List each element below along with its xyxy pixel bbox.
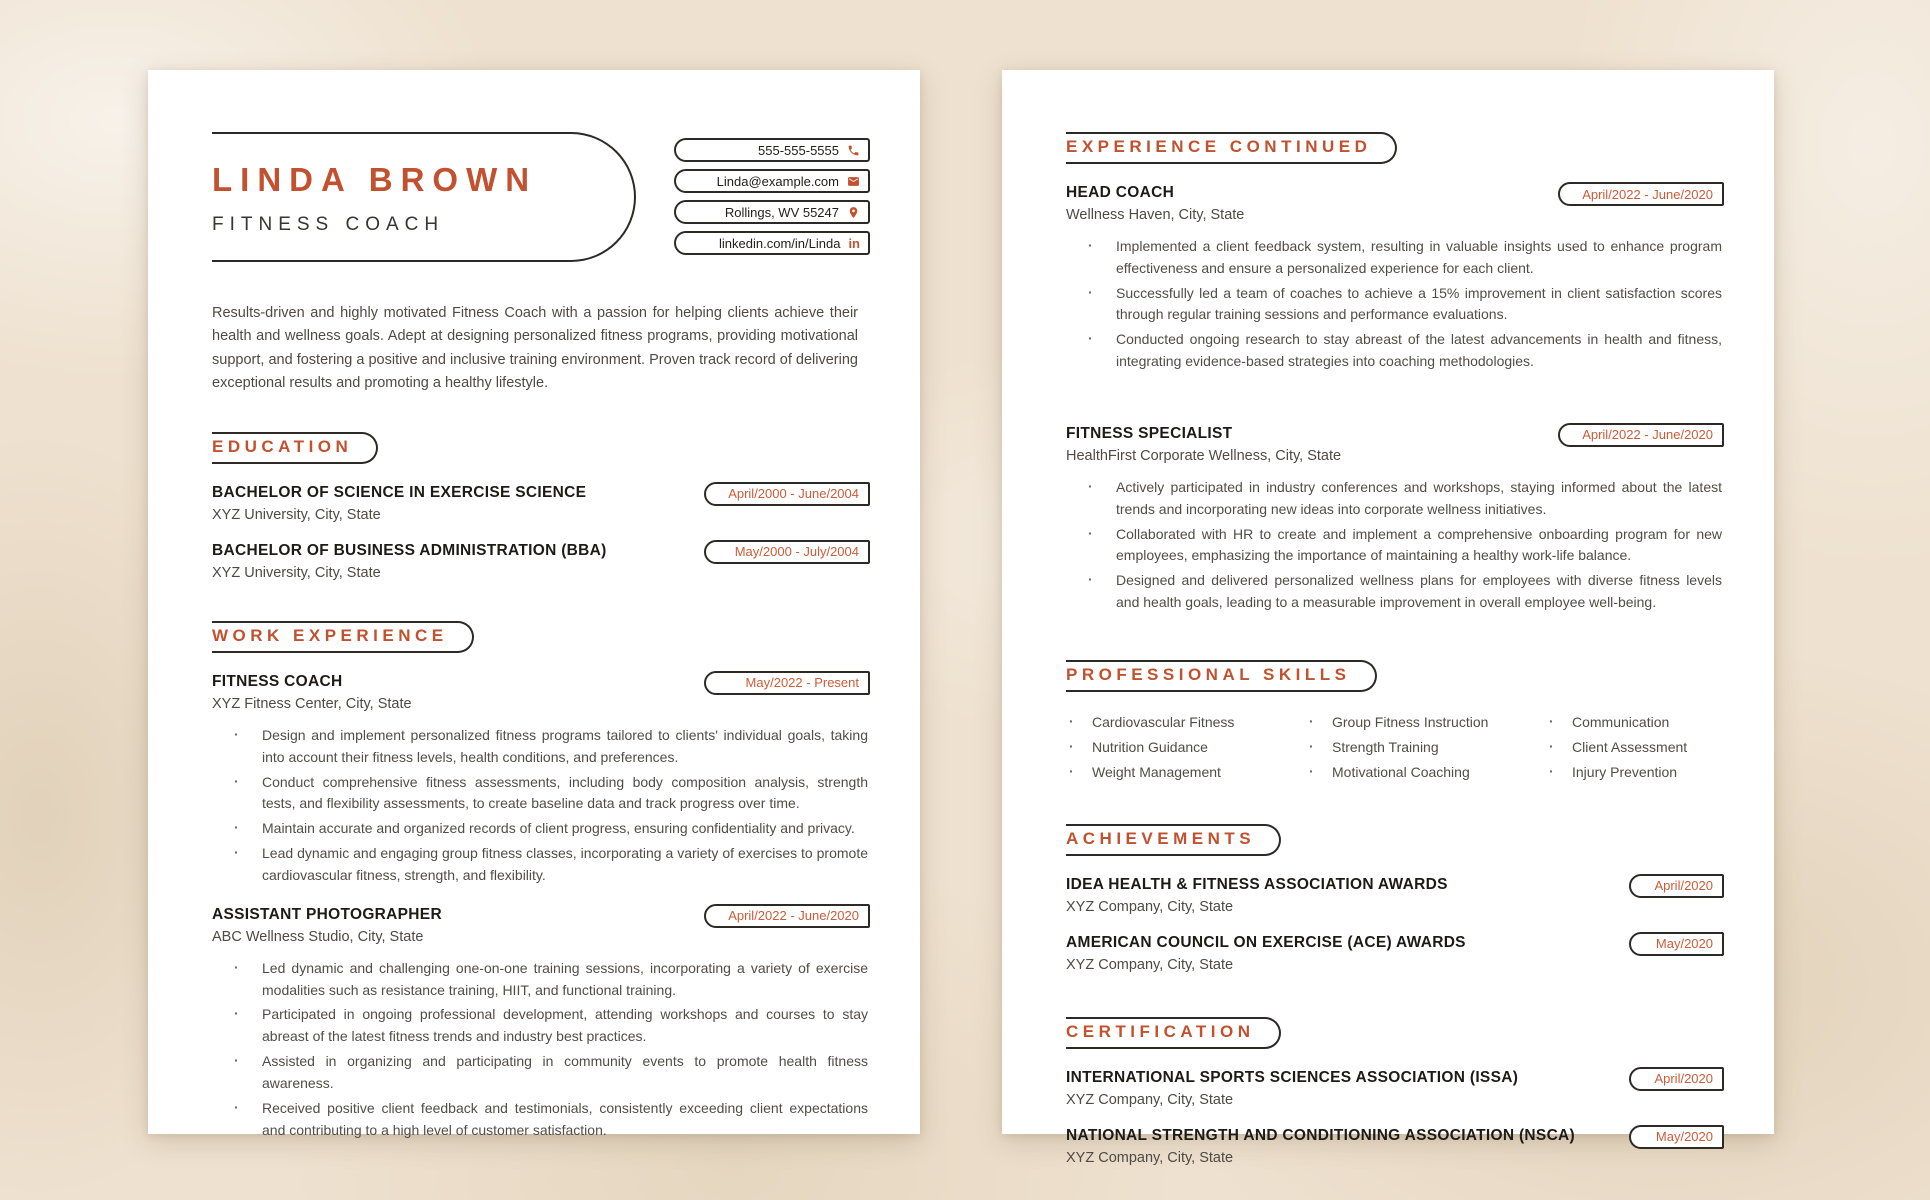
skill-item: · Injury Prevention [1546, 764, 1724, 780]
section-work-experience [212, 621, 870, 1141]
phone-icon [847, 144, 860, 157]
contact-phone [674, 138, 870, 162]
skills-column [1546, 714, 1724, 780]
date-text: May/2020 [1655, 1129, 1713, 1145]
school-name: XYZ University, City, State [212, 564, 381, 581]
section-professional-skills [1066, 660, 1724, 780]
job-company: HealthFirst Corporate Wellness, City, State [1066, 447, 1342, 464]
skills-column [1306, 714, 1546, 780]
job-title: FITNESS COACH [212, 672, 343, 690]
certification-org: XYZ Company, City, State [1066, 1149, 1234, 1166]
date-text: May/2020 [1655, 936, 1713, 952]
job-company: XYZ Fitness Center, City, State [212, 695, 412, 712]
work-entry [1066, 184, 1724, 373]
bullet-item: · Implemented a client feedback system, resulting in valuable insights used to enhance program effectiveness and ensure a personalized experience for each client. [1066, 236, 1722, 280]
experience-continued-heading: EXPERIENCE CONTINUED [1066, 132, 1397, 164]
certification-org: XYZ Company, City, State [1066, 1091, 1234, 1108]
resume-page-1 [148, 70, 920, 1138]
bullet-list [212, 725, 870, 887]
achievement-entry [1066, 934, 1724, 973]
phone-number: 555-555-5555 [758, 142, 839, 158]
education-entry [212, 542, 870, 581]
bullet-item: · Designed and delivered personalized wellness plans for employees with diverse fitness levels and health goals, leading to a measurable improvement in overall employee well-being. [1066, 570, 1722, 614]
bullet-item: · Conduct comprehensive fitness assessments, including body composition analysis, strength tests, and flexibility assessments, to create baseline data and track progress over time. [212, 772, 868, 816]
skills-column [1066, 714, 1306, 780]
certification-title: NATIONAL STRENGTH AND CONDITIONING ASSOCIATION (NSCA) [1066, 1126, 1576, 1144]
work-entry [212, 906, 870, 1142]
date-pill [1558, 423, 1724, 447]
email-icon [847, 175, 860, 188]
contact-linkedin[interactable] [674, 231, 870, 255]
education-heading: EDUCATION [212, 432, 378, 464]
job-title: FITNESS SPECIALIST [1066, 424, 1233, 442]
date-pill [704, 482, 870, 506]
linkedin-url: linkedin.com/in/Linda [719, 235, 841, 251]
education-entry [212, 484, 870, 523]
achievement-title: AMERICAN COUNCIL ON EXERCISE (ACE) AWARDS [1066, 933, 1466, 951]
date-text: May/2000 - July/2004 [734, 544, 859, 560]
date-pill [1629, 932, 1724, 956]
resume-page-2 [1002, 70, 1774, 1166]
person-name: LINDA BROWN [212, 161, 538, 198]
skill-item: · Strength Training [1306, 739, 1546, 755]
certification-heading: CERTIFICATION [1066, 1017, 1281, 1049]
section-achievements [1066, 824, 1724, 973]
date-pill [704, 671, 870, 695]
bullet-item: · Successfully led a team of coaches to achieve a 15% improvement in client satisfaction scores through regular training sessions and performance evaluations. [1066, 283, 1722, 327]
bullet-item: · Conducted ongoing research to stay abreast of the latest advancements in health and fitness, integrating evidence-based strategies into coaching methodologies. [1066, 329, 1722, 373]
contact-email[interactable] [674, 169, 870, 193]
date-text: April/2022 - June/2020 [1582, 427, 1713, 443]
date-text: April/2000 - June/2004 [728, 486, 859, 502]
date-pill [1629, 874, 1724, 898]
work-entry [212, 673, 870, 887]
skill-item: · Nutrition Guidance [1066, 739, 1306, 755]
work-entry [1066, 425, 1724, 614]
job-company: ABC Wellness Studio, City, State [212, 928, 424, 945]
work-experience-heading: WORK EXPERIENCE [212, 621, 474, 653]
contact-list [674, 138, 870, 255]
bullet-item: · Received positive client feedback and testimonials, consistently exceeding client expectations and contributing to a high level of customer satisfaction. [212, 1098, 868, 1142]
date-pill [704, 540, 870, 564]
certification-entry [1066, 1127, 1724, 1166]
bullet-list [1066, 236, 1724, 373]
date-pill [704, 904, 870, 928]
skill-item: · Cardiovascular Fitness [1066, 714, 1306, 730]
date-pill [1629, 1125, 1724, 1149]
section-experience-continued [1066, 132, 1724, 614]
bullet-list [212, 958, 870, 1142]
date-text: April/2020 [1654, 878, 1713, 894]
achievement-title: IDEA HEALTH & FITNESS ASSOCIATION AWARDS [1066, 875, 1448, 893]
achievements-heading: ACHIEVEMENTS [1066, 824, 1281, 856]
skills-grid [1066, 714, 1724, 780]
school-name: XYZ University, City, State [212, 506, 381, 523]
skill-item: · Client Assessment [1546, 739, 1724, 755]
person-role: FITNESS COACH [212, 214, 445, 235]
skill-item: · Communication [1546, 714, 1724, 730]
date-pill [1558, 182, 1724, 206]
date-text: April/2022 - June/2020 [728, 908, 859, 924]
bullet-item: · Led dynamic and challenging one-on-one training sessions, incorporating a variety of exercise modalities such as resistance training, HIIT, and functional training. [212, 958, 868, 1002]
skill-item: · Group Fitness Instruction [1306, 714, 1546, 730]
job-title: HEAD COACH [1066, 184, 1175, 201]
achievement-org: XYZ Company, City, State [1066, 898, 1234, 915]
bullet-item: · Maintain accurate and organized records of client progress, ensuring confidentiality and privacy. [212, 818, 868, 840]
section-certification [1066, 1017, 1724, 1166]
address-text: Rollings, WV 55247 [724, 204, 839, 220]
email-address: Linda@example.com [716, 173, 839, 189]
job-company: Wellness Haven, City, State [1066, 207, 1245, 223]
certification-title: INTERNATIONAL SPORTS SCIENCES ASSOCIATION (ISSA) [1066, 1068, 1519, 1086]
bullet-item: · Assisted in organizing and participating in community events to promote health fitness awareness. [212, 1051, 868, 1095]
professional-skills-heading: PROFESSIONAL SKILLS [1066, 660, 1377, 692]
resume-header [212, 132, 870, 262]
name-box [212, 132, 636, 262]
bullet-item: · Participated in ongoing professional development, attending workshops and courses to stay abreast of the latest fitness trends and industry best practices. [212, 1004, 868, 1048]
date-text: May/2022 - Present [745, 675, 859, 691]
date-pill [1629, 1067, 1724, 1091]
summary-paragraph: Results-driven and highly motivated Fitness Coach with a passion for helping clients achieve their health and wellness goals. Adept at designing personalized fitness programs, providing motivational support, and fostering a positive and inclusive training environment. Proven track record of delivering exceptional results and promoting a healthy lifestyle. [212, 305, 858, 392]
bullet-item: · Lead dynamic and engaging group fitness classes, incorporating a variety of exercises to promote cardiovascular fitness, strength, and flexibility. [212, 843, 868, 887]
contact-address [674, 200, 870, 224]
job-title: ASSISTANT PHOTOGRAPHER [212, 905, 442, 923]
section-education [212, 432, 870, 581]
skill-item: · Motivational Coaching [1306, 764, 1546, 780]
skill-item: · Weight Management [1066, 764, 1306, 780]
degree-title: BACHELOR OF SCIENCE IN EXERCISE SCIENCE [212, 483, 587, 501]
certification-entry [1066, 1069, 1724, 1108]
bullet-item: · Design and implement personalized fitness programs tailored to clients' individual goals, taking into account their fitness levels, health conditions, and preferences. [212, 725, 868, 769]
bullet-item: · Actively participated in industry conferences and workshops, staying informed about the latest trends and incorporating new ideas into corporate wellness initiatives. [1066, 477, 1722, 521]
bullet-item: · Collaborated with HR to create and implement a comprehensive onboarding program for new employees, emphasizing the importance of maintaining a healthy work-life balance. [1066, 524, 1722, 568]
linkedin-icon: in [848, 235, 860, 251]
date-text: April/2020 [1654, 1071, 1713, 1087]
bullet-list [1066, 477, 1724, 614]
achievement-org: XYZ Company, City, State [1066, 956, 1234, 973]
achievement-entry [1066, 876, 1724, 915]
location-icon [847, 206, 860, 219]
date-text: April/2022 - June/2020 [1582, 186, 1713, 202]
degree-title: BACHELOR OF BUSINESS ADMINISTRATION (BBA) [212, 541, 607, 559]
